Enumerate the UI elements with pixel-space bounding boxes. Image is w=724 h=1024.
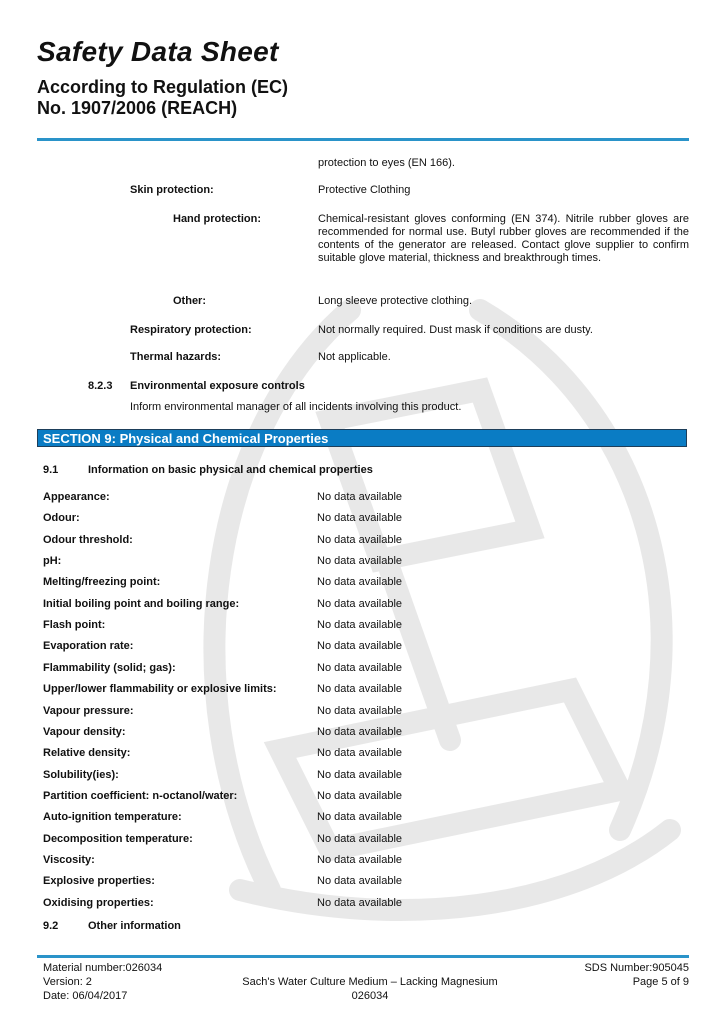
env-controls-title: Environmental exposure controls	[130, 380, 305, 392]
other-protection-label: Other:	[173, 295, 206, 307]
subsection-9-1-number: 9.1	[43, 464, 59, 476]
page-number: Page 5 of 9	[632, 976, 689, 988]
footer-left	[43, 961, 162, 1003]
property-label: Odour threshold:	[43, 533, 133, 546]
subsection-9-2-number: 9.2	[43, 920, 59, 932]
property-label: Oxidising properties:	[43, 896, 154, 909]
eye-protection-value: protection to eyes (EN 166).	[318, 157, 455, 169]
property-label: Explosive properties:	[43, 875, 155, 888]
property-value: No data available	[317, 725, 403, 738]
property-label: Auto-ignition temperature:	[43, 811, 182, 824]
property-label: Partition coefficient: n-octanol/water:	[43, 789, 238, 802]
property-value: No data available	[317, 555, 403, 568]
property-value: No data available	[317, 875, 403, 888]
property-label: Initial boiling point and boiling range:	[43, 597, 240, 610]
subsection-9-1-title: Information on basic physical and chemical properties	[88, 464, 373, 476]
property-value: No data available	[317, 832, 403, 845]
footer-divider	[37, 955, 689, 958]
property-value: No data available	[317, 640, 403, 653]
property-value: No data available	[317, 533, 403, 546]
property-value: No data available	[317, 853, 403, 866]
respiratory-protection-value: Not normally required. Dust mask if conditions are dusty.	[318, 324, 593, 336]
property-label: Appearance:	[43, 491, 110, 503]
property-label: pH:	[43, 555, 62, 568]
subsection-9-2-title: Other information	[88, 920, 181, 932]
property-value: No data available	[317, 747, 403, 760]
property-label: Upper/lower flammability or explosive limits:	[43, 683, 277, 696]
env-controls-text: Inform environmental manager of all incidents involving this product.	[130, 401, 462, 413]
property-value: No data available	[317, 896, 403, 909]
header-divider	[37, 138, 689, 141]
property-label: Vapour density:	[43, 725, 126, 738]
property-value: No data available	[317, 789, 403, 802]
property-value: No data available	[317, 683, 403, 696]
date: Date: 06/04/2017	[43, 990, 128, 1002]
property-value: No data available	[317, 811, 403, 824]
property-label: Flammability (solid; gas):	[43, 661, 176, 674]
property-value: No data available	[317, 768, 403, 781]
skin-protection-label: Skin protection:	[130, 184, 214, 196]
property-label: Relative density:	[43, 747, 131, 760]
property-label: Viscosity:	[43, 853, 95, 866]
material-number: Material number:026034	[43, 962, 163, 974]
thermal-hazards-value: Not applicable.	[318, 351, 391, 363]
section-9-header: SECTION 9: Physical and Chemical Properties	[37, 429, 687, 447]
property-value: No data available	[317, 597, 403, 610]
property-label: Vapour pressure:	[43, 704, 134, 717]
respiratory-protection-label: Respiratory protection:	[130, 324, 252, 336]
property-label: Decomposition temperature:	[43, 832, 193, 845]
property-value: No data available	[317, 576, 403, 589]
property-label: Flash point:	[43, 619, 106, 632]
sds-number: SDS Number:905045	[584, 962, 689, 974]
other-protection-value: Long sleeve protective clothing.	[318, 295, 473, 307]
property-label: Melting/freezing point:	[43, 576, 161, 589]
product-name: Sach's Water Culture Medium – Lacking Magnesium	[242, 976, 498, 988]
document-subtitle	[37, 77, 288, 119]
hand-protection-value: Chemical-resistant gloves conforming (EN 374). Nitrile rubber gloves are recommended for normal use. Butyl rubber gloves are recommended if the contents of the generator are released. Contact glove supplier to confirm suitable glove material, thickness and breakthrough times.	[318, 213, 689, 264]
subtitle-line-2: No. 1907/2006 (REACH)	[37, 98, 238, 118]
footer-right	[584, 961, 689, 989]
hand-protection-label: Hand protection:	[173, 213, 261, 225]
subtitle-line-1: According to Regulation (EC)	[37, 77, 288, 97]
document-title: Safety Data Sheet	[37, 36, 279, 67]
property-value: No data available	[317, 512, 403, 525]
property-label: Odour:	[43, 512, 80, 525]
property-value: No data available	[317, 491, 403, 503]
skin-protection-value: Protective Clothing	[318, 184, 411, 196]
thermal-hazards-label: Thermal hazards:	[130, 351, 222, 363]
property-value: No data available	[317, 661, 403, 674]
property-value: No data available	[317, 704, 403, 717]
property-value: No data available	[317, 619, 403, 632]
product-code: 026034	[351, 990, 389, 1002]
env-controls-number: 8.2.3	[88, 380, 113, 392]
property-label: Solubility(ies):	[43, 768, 119, 781]
property-label: Evaporation rate:	[43, 640, 134, 653]
footer-center	[180, 975, 560, 1003]
version: Version: 2	[43, 976, 92, 988]
